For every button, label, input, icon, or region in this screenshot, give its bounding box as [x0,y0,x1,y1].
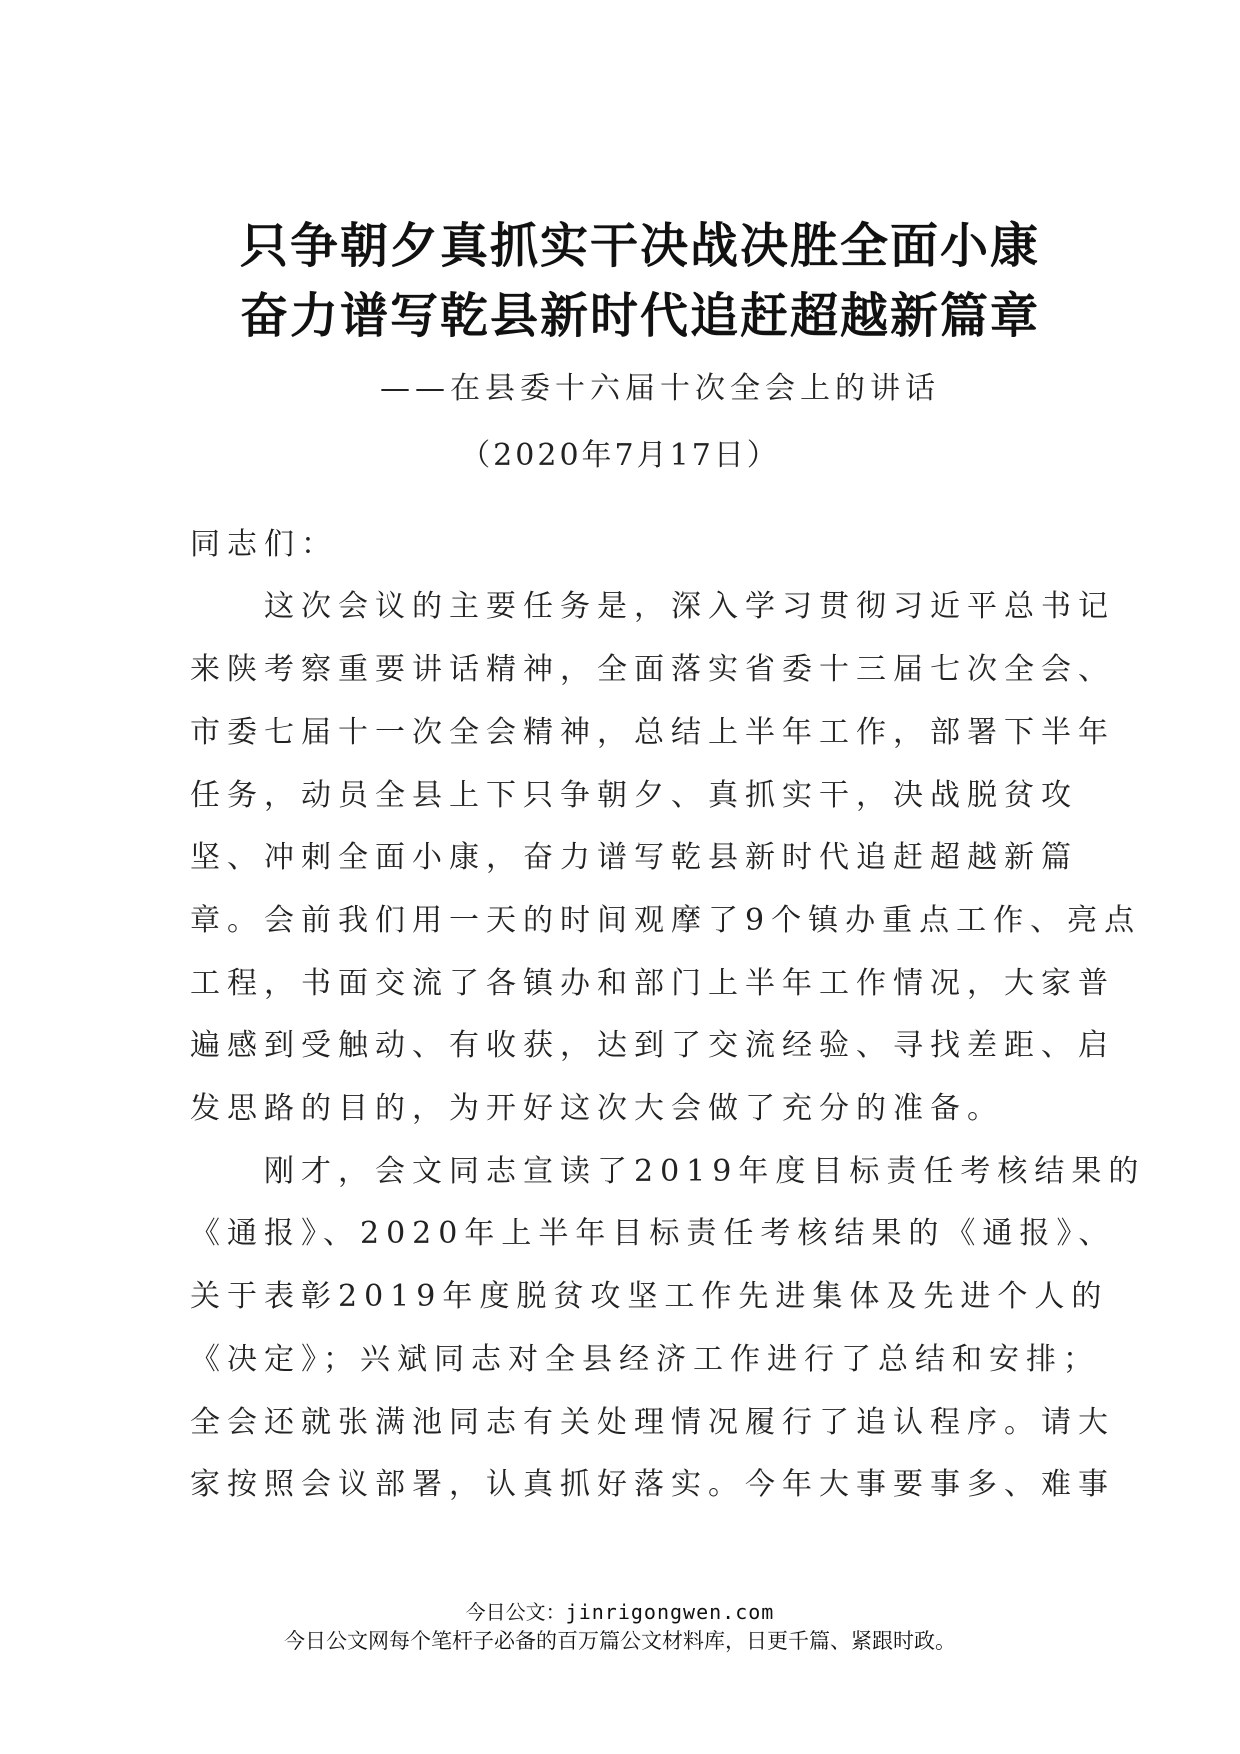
body-line: 刚才，会文同志宣读了2019年度目标责任考核结果的 [190,1154,1146,1189]
body-line: 发思路的目的，为开好这次大会做了充分的准备。 [190,1091,1004,1126]
body-line: 坚、冲刺全面小康，奋力谱写乾县新时代追赶超越新篇 [190,840,1078,875]
footer-site [0,1596,1240,1625]
body-line: 关于表彰2019年度脱贫攻坚工作先进集体及先进个人的 [190,1279,1109,1314]
body-line: 工程，书面交流了各镇办和部门上半年工作情况，大家普 [190,966,1115,1001]
salutation: 同志们： [190,527,338,562]
body-line: 来陕考察重要讲话精神，全面落实省委十三届七次全会、 [190,652,1115,687]
footer-site-label: 今日公文： [465,1600,566,1624]
document-subtitle: ——在县委十六届十次全会上的讲话 [380,371,940,406]
body-line: 《决定》；兴斌同志对全县经济工作进行了总结和安排； [190,1342,1100,1377]
body-line: 《通报》、2020年上半年目标责任考核结果的《通报》、 [190,1216,1116,1251]
body-line: 家按照会议部署，认真抓好落实。今年大事要事多、难事 [190,1467,1115,1502]
document-title-line-1: 只争朝夕真抓实干决战决胜全面小康 [239,218,1040,274]
document-date: （2020年7月17日） [460,438,780,473]
body-line: 市委七届十一次全会精神，总结上半年工作，部署下半年 [190,715,1115,750]
document-title-line-2: 奋力谱写乾县新时代追赶超越新篇章 [239,288,1040,344]
footer-site-link[interactable]: jinrigongwen.com [565,1600,775,1624]
footer-slogan: 今日公文网每个笔杆子必备的百万篇公文材料库，日更千篇、紧跟时政。 [284,1629,956,1653]
body-line: 章。会前我们用一天的时间观摩了9个镇办重点工作、亮点 [190,903,1142,938]
body-line: 任务，动员全县上下只争朝夕、真抓实干，决战脱贫攻 [190,778,1078,813]
body-line: 这次会议的主要任务是，深入学习贯彻习近平总书记 [190,589,1115,624]
body-line: 全会还就张满池同志有关处理情况履行了追认程序。请大 [190,1405,1115,1440]
body-line: 遍感到受触动、有收获，达到了交流经验、寻找差距、启 [190,1028,1115,1063]
